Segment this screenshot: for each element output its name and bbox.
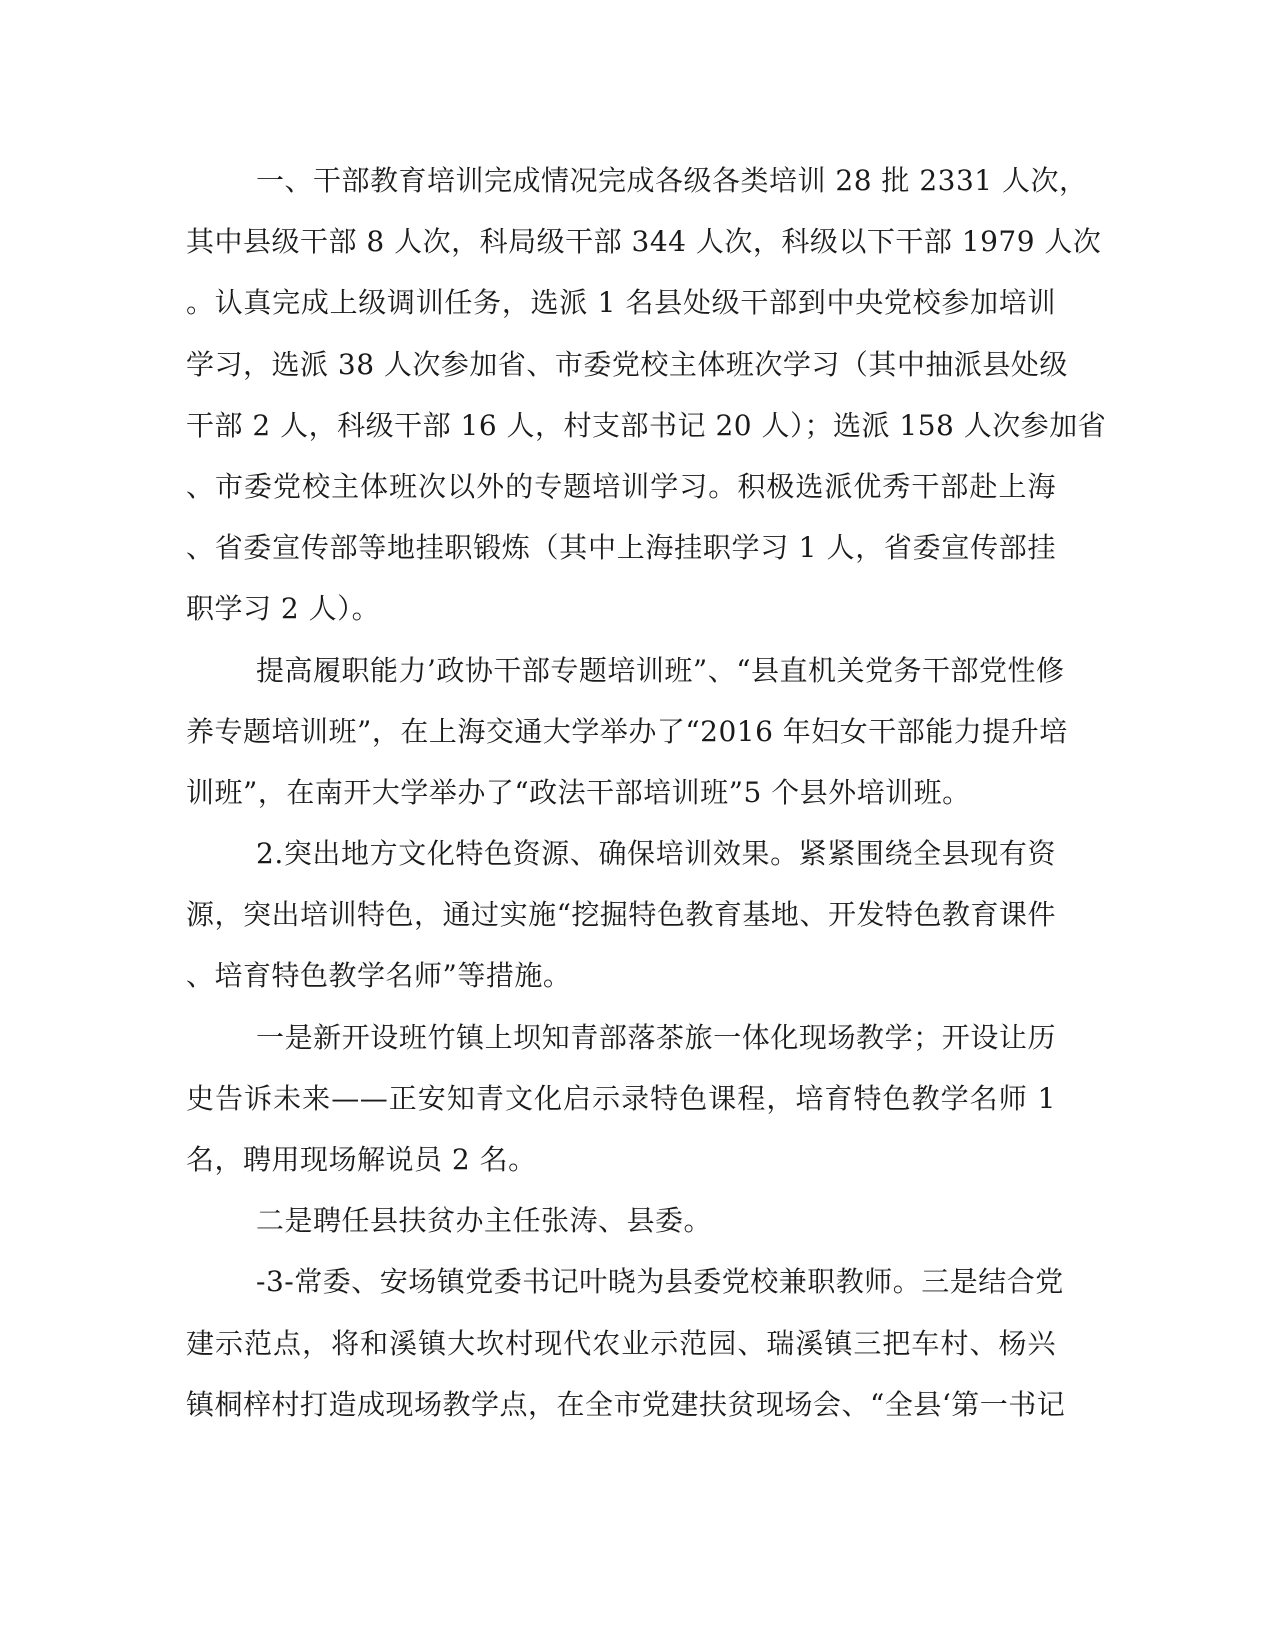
text-line: 。认真完成上级调训任务，选派 1 名县处级干部到中央党校参加培训 xyxy=(186,286,1056,320)
text-line: 一是新开设班竹镇上坝知青部落茶旅一体化现场教学；开设让历 xyxy=(256,1020,1056,1054)
text-line: 、培育特色教学名师”等措施。 xyxy=(186,959,572,993)
text-line: 史告诉未来——正安知青文化启示录特色课程，培育特色教学名师 1 xyxy=(186,1081,1056,1115)
text-line: 、市委党校主体班次以外的专题培训学习。积极选派优秀干部赴上海 xyxy=(186,469,1056,503)
text-line: 干部 2 人，科级干部 16 人，村支部书记 20 人）；选派 158 人次参加省 xyxy=(186,408,1107,442)
text-line: 镇桐梓村打造成现场教学点，在全市党建扶贫现场会、“全县‘第一书记 xyxy=(186,1387,1066,1421)
text-line: 一、干部教育培训完成情况完成各级各类培训 28 批 2331 人次， xyxy=(256,164,1088,197)
text-line: 2.突出地方文化特色资源、确保培训效果。紧紧围绕全县现有资 xyxy=(256,837,1056,871)
text-line: 、省委宣传部等地挂职锻炼（其中上海挂职学习 1 人，省委宣传部挂 xyxy=(186,531,1056,565)
text-line: 二是聘任县扶贫办主任张涛、县委。 xyxy=(256,1204,713,1238)
text-line: 训班”，在南开大学举办了“政法干部培训班”5 个县外培训班。 xyxy=(186,775,971,809)
text-line: 建示范点，将和溪镇大坎村现代农业示范园、瑞溪镇三把车村、杨兴 xyxy=(186,1326,1056,1360)
text-line: 其中县级干部 8 人次，科局级干部 344 人次，科级以下干部 1979 人次 xyxy=(186,225,1102,259)
text-line: 职学习 2 人）。 xyxy=(186,592,381,626)
text-line: -3-常委、安场镇党委书记叶晓为县委党校兼职教师。三是结合党 xyxy=(256,1265,1064,1299)
text-line: 源，突出培训特色，通过实施“挖掘特色教育基地、开发特色教育课件 xyxy=(186,898,1056,932)
text-line: 提高履职能力’政协干部专题培训班”、“县直机关党务干部党性修 xyxy=(256,653,1065,687)
text-line: 名，聘用现场解说员 2 名。 xyxy=(186,1143,537,1176)
document-body xyxy=(186,150,1107,1435)
text-line: 学习，选派 38 人次参加省、市委党校主体班次学习（其中抽派县处级 xyxy=(186,347,1068,381)
text-line: 养专题培训班”，在上海交通大学举办了“2016 年妇女干部能力提升培 xyxy=(186,714,1068,748)
